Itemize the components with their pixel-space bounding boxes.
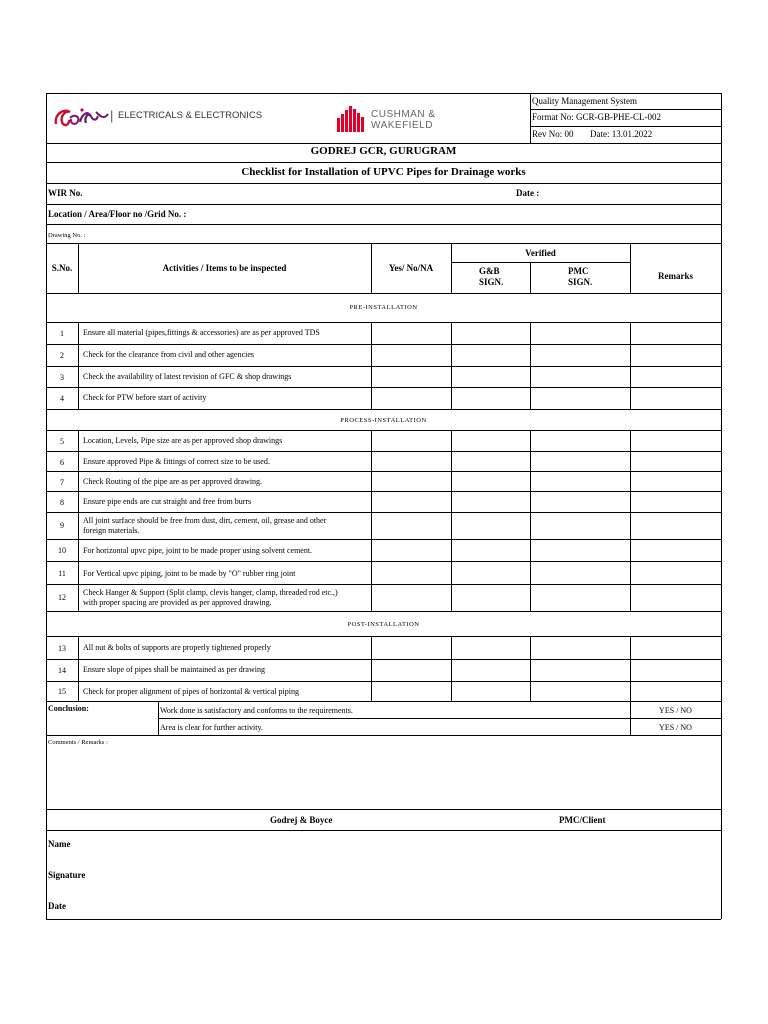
item-no: 9	[60, 521, 64, 530]
rule	[158, 701, 159, 735]
rule	[46, 659, 721, 660]
col-remarks: Remarks	[658, 271, 693, 281]
rule	[46, 451, 721, 452]
col-pmc-sign-2: SIGN.	[568, 277, 593, 287]
item-text: All joint surface should be free from dust, dirt, cement, oil, grease and other	[83, 516, 327, 525]
rule	[371, 430, 372, 611]
rule	[46, 539, 721, 540]
rule	[46, 430, 721, 431]
rule	[46, 162, 721, 163]
col-pmc-sign-1: PMC	[568, 266, 589, 276]
rule	[46, 204, 721, 205]
company-title: GODREJ GCR, GURUGRAM	[310, 145, 457, 157]
drawing-label: Drawing No. :	[48, 232, 86, 239]
rule	[451, 262, 630, 263]
item-text: Check for proper alignment of pipes of horizontal & vertical piping	[83, 687, 299, 696]
checklist-title: Checklist for Installation of UPVC Pipes for Drainage works	[241, 166, 526, 178]
rule	[530, 262, 531, 293]
item-no: 8	[60, 498, 64, 507]
rule	[530, 430, 531, 611]
rule	[46, 512, 721, 513]
rule	[46, 344, 721, 345]
rule	[530, 93, 531, 143]
rule	[451, 430, 452, 611]
comments-label: Comments / Remarks :	[48, 739, 108, 746]
rule	[46, 919, 721, 920]
rule	[530, 636, 531, 701]
rule	[46, 387, 721, 388]
col-sno: S.No.	[51, 263, 73, 273]
rule	[721, 93, 722, 919]
rule	[46, 183, 721, 184]
item-no: 5	[60, 437, 64, 446]
brand-cw-line1: CUSHMAN &	[371, 109, 436, 120]
rule	[46, 471, 721, 472]
rule	[46, 830, 721, 831]
item-no: 14	[58, 666, 66, 675]
rule	[46, 224, 721, 225]
section-post: POST-INSTALLATION	[347, 621, 420, 628]
rule	[371, 636, 372, 701]
rule	[46, 701, 721, 702]
conclusion-yes-no-2[interactable]: YES / NO	[659, 723, 692, 732]
rule	[78, 322, 79, 409]
rule	[46, 293, 721, 294]
conclusion-line1: Work done is satisfactory and conforms to the requirements.	[160, 706, 353, 715]
rule	[46, 809, 721, 810]
rule	[46, 611, 721, 612]
item-text: Ensure slope of pipes shall be maintained as per drawing	[83, 665, 265, 674]
rule	[46, 409, 721, 410]
rule	[158, 718, 721, 719]
godrej-logo-icon	[52, 104, 110, 134]
item-no: 13	[58, 644, 66, 653]
rule	[451, 636, 452, 701]
location-label: Location / Area/Floor no /Grid No. :	[48, 209, 187, 219]
rule	[630, 636, 631, 701]
item-text: For Vertical upvc piping, joint to be made by "O" rubber ring joint	[83, 569, 296, 578]
signoff-name: Name	[48, 839, 71, 849]
rule	[46, 735, 721, 736]
item-no: 4	[60, 394, 64, 403]
item-text-cont: with proper spacing are provided as per approved drawing.	[83, 598, 272, 607]
item-text: Location, Levels, Pipe size are as per approved shop drawings	[83, 436, 283, 445]
col-yes-no: Yes/ No/NA	[388, 263, 434, 273]
rev-no: Rev No: 00	[532, 129, 574, 139]
item-text: Ensure all material (pipes,fittings & accessories) are as per approved TDS	[83, 328, 320, 337]
signoff-date: Date	[48, 901, 66, 911]
rule	[46, 561, 721, 562]
brand-division: ELECTRICALS & ELECTRONICS	[118, 110, 263, 121]
item-text: Ensure pipe ends are cut straight and free from burrs	[83, 497, 252, 506]
item-no: 12	[58, 593, 66, 602]
rule	[630, 322, 631, 409]
rule	[371, 322, 372, 409]
brand-divider: |	[110, 108, 114, 123]
item-text: Ensure approved Pipe & fittings of correct size to be used.	[83, 457, 270, 466]
rule	[46, 584, 721, 585]
rev-date: Date: 13.01.2022	[590, 129, 653, 139]
item-text-cont: foreign materials.	[83, 526, 140, 535]
item-text: Check for PTW before start of activity	[83, 393, 207, 402]
item-no: 15	[58, 687, 66, 696]
col-gb-sign-2: SIGN.	[479, 277, 504, 287]
item-no: 10	[58, 546, 66, 555]
item-no: 11	[58, 569, 66, 578]
rule	[46, 243, 721, 244]
date-label: Date :	[516, 188, 540, 198]
rule	[46, 366, 721, 367]
rule	[630, 430, 631, 611]
brand-cw-line2: WAKEFIELD	[371, 120, 433, 131]
signoff-godrej: Godrej & Boyce	[270, 815, 333, 825]
col-activities: Activities / Items to be inspected	[162, 263, 287, 273]
rule	[530, 109, 721, 110]
rule	[46, 93, 721, 94]
rule	[46, 636, 721, 637]
col-gb-sign-1: G&B	[479, 266, 500, 276]
conclusion-line2: Area is clear for further activity.	[160, 723, 263, 732]
rule	[78, 636, 79, 701]
item-no: 2	[60, 351, 64, 360]
item-no: 1	[60, 329, 64, 338]
rule	[46, 491, 721, 492]
qms-title: Quality Management System	[532, 96, 637, 106]
conclusion-yes-no-1[interactable]: YES / NO	[659, 706, 692, 715]
item-text: For horizontal upvc pipe, joint to be made proper using solvent cement.	[83, 546, 313, 555]
rule	[46, 143, 721, 144]
conclusion-label: Conclusion:	[48, 704, 89, 713]
rule	[451, 322, 452, 409]
rule	[46, 681, 721, 682]
item-text: Check Hanger & Support (Split clamp, clevis hanger, clamp, threaded rod etc.,)	[83, 588, 338, 597]
section-process: PROCESS-INSTALLATION	[340, 417, 427, 424]
cushman-wakefield-logo-icon	[337, 106, 367, 132]
wir-label: WIR No.	[48, 188, 83, 198]
rule	[530, 126, 721, 127]
item-no: 3	[60, 373, 64, 382]
col-verified: Verified	[525, 248, 556, 258]
item-no: 6	[60, 458, 64, 467]
signoff-signature: Signature	[48, 870, 86, 880]
item-no: 7	[60, 478, 64, 487]
item-text: Check Routing of the pipe are as per approved drawing.	[83, 477, 263, 486]
signoff-pmc: PMC/Client	[559, 815, 606, 825]
item-text: Check for the clearance from civil and other agencies	[83, 350, 255, 359]
rule	[630, 243, 631, 293]
item-text: All nut & bolts of supports are properly tightened properly	[83, 643, 271, 652]
section-pre: PRE-INSTALLATION	[349, 304, 418, 311]
rule	[530, 322, 531, 409]
format-no: Format No: GCR-GB-PHE-CL-002	[532, 112, 661, 122]
item-text: Check the availability of latest revision of GFC & shop drawings	[83, 372, 292, 381]
rule	[78, 430, 79, 611]
rule	[46, 322, 721, 323]
